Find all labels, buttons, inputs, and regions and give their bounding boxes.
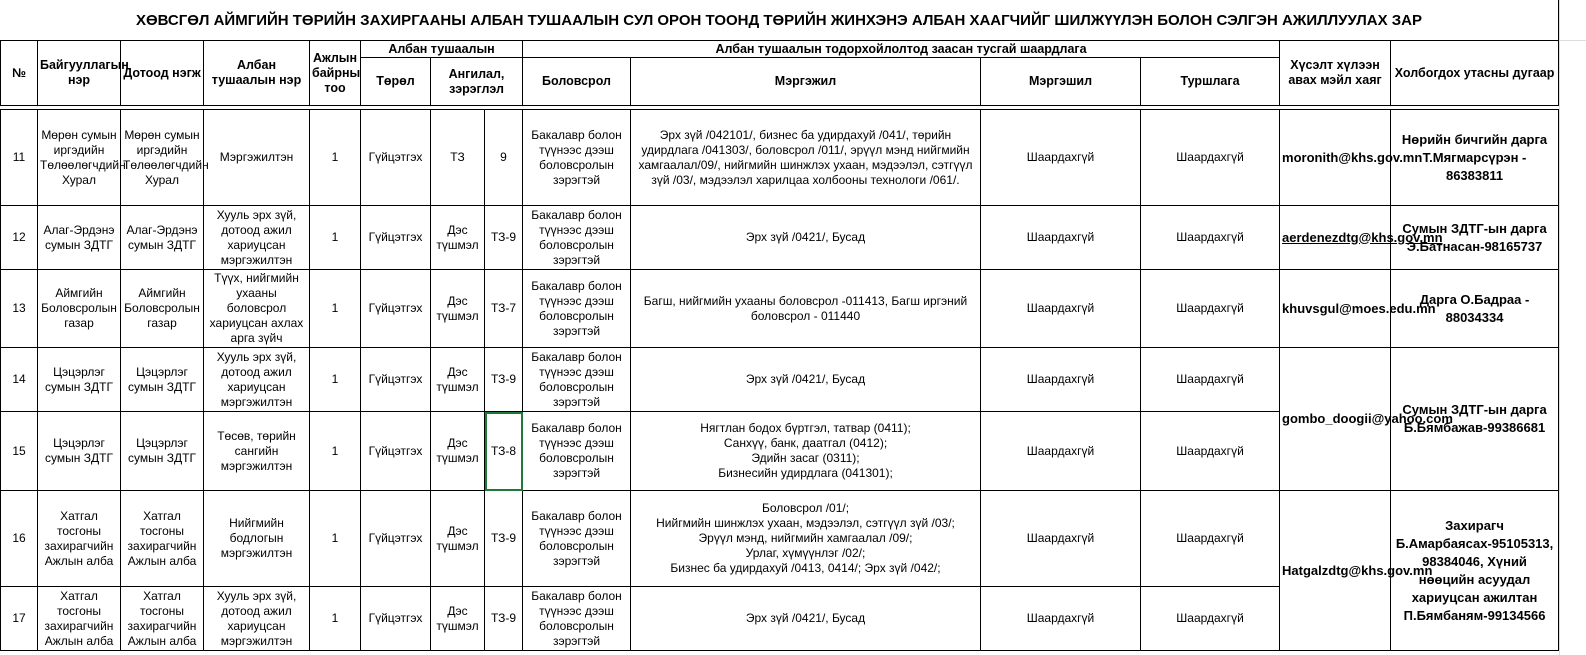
cell-num[interactable]: 17 xyxy=(1,587,38,651)
cell-phone-merged[interactable]: Захирагч Б.Амарбаясах-95105313, 98384046, Хүний нөөцийн асуудал хариуцсан ажилтан П.Бямбаням-99134566 xyxy=(1391,491,1559,651)
cell-seats[interactable]: 1 xyxy=(310,587,361,651)
header-position-group[interactable]: Албан тушаалын xyxy=(361,41,523,58)
cell-rank[interactable]: ТЗ-9 xyxy=(485,587,523,651)
cell-profession[interactable]: Эрх зүй /0421/, Бусад xyxy=(631,587,981,651)
cell-class[interactable]: Дэс түшмэл xyxy=(431,270,485,348)
cell-profession[interactable]: Эрх зүй /0421/, Бусад xyxy=(631,206,981,270)
header-education[interactable]: Боловсрол xyxy=(523,58,631,106)
cell-unit[interactable]: Хатгал тосгоны захирагчийн Ажлын алба xyxy=(121,587,204,651)
cell-unit[interactable]: Аймгийн Боловсролын газар xyxy=(121,270,204,348)
header-email[interactable]: Хүсэлт хүлээн авах мэйл хаяг xyxy=(1280,41,1391,106)
header-type[interactable]: Төрөл xyxy=(361,58,431,106)
cell-position[interactable]: Төсөв, төрийн сангийн мэргэжилтэн xyxy=(204,412,310,491)
cell-class[interactable]: Дэс түшмэл xyxy=(431,206,485,270)
cell-email-merged[interactable]: Hatgalzdtg@khs.gov.mn xyxy=(1280,491,1391,651)
cell-org[interactable]: Аймгийн Боловсролын газар xyxy=(38,270,121,348)
cell-position[interactable]: Нийгмийн бодлогын мэргэжилтэн xyxy=(204,491,310,587)
cell-email[interactable]: moronith@khs.gov.mn xyxy=(1280,110,1391,206)
cell-experience[interactable]: Шаардахгүй xyxy=(1141,270,1280,348)
cell-type[interactable]: Гүйцэтгэх xyxy=(361,412,431,491)
cell-unit[interactable]: Мөрөн сумын иргэдийн Төлөөлөгчдийн Хурал xyxy=(121,110,204,206)
cell-rank[interactable]: ТЗ-9 xyxy=(485,206,523,270)
cell-education[interactable]: Бакалавр болон түүнээс дээш боловсролын зэрэгтэй xyxy=(523,270,631,348)
header-position[interactable]: Албан тушаалын нэр xyxy=(204,41,310,106)
cell-num[interactable]: 11 xyxy=(1,110,38,206)
email-link[interactable]: aerdenezdtg@khs.gov.mn xyxy=(1282,229,1443,245)
cell-org[interactable]: Хатгал тосгоны захирагчийн Ажлын алба xyxy=(38,491,121,587)
header-num[interactable]: № xyxy=(1,41,38,106)
cell-rank[interactable]: 9 xyxy=(485,110,523,206)
table-row xyxy=(1,348,1559,412)
cell-org[interactable]: Хатгал тосгоны захирагчийн Ажлын алба xyxy=(38,587,121,651)
cell-profession[interactable]: Багш, нийгмийн ухааны боловсрол -011413, Багш иргэний боловсрол - 011440 xyxy=(631,270,981,348)
cell-org[interactable]: Алаг-Эрдэнэ сумын ЗДТГ xyxy=(38,206,121,270)
cell-profession[interactable]: Эрх зүй /042101/, бизнес ба удирдахуй /041/, төрийн удирдлага /041303/, боловсрол /011/, эрүүл мэнд нийгмийн хамгаалал/09/, нийгмийн шинжлэх ухаан, мэдээлэл, сэтгүүл зүй /03/, мэдээлэл харилцаа холбооны технологи /061/. xyxy=(631,110,981,206)
table-row xyxy=(1,491,1559,587)
cell-type[interactable]: Гүйцэтгэх xyxy=(361,587,431,651)
header-qualification[interactable]: Мэргэшил xyxy=(981,58,1141,106)
cell-experience[interactable]: Шаардахгүй xyxy=(1141,110,1280,206)
cell-type[interactable]: Гүйцэтгэх xyxy=(361,270,431,348)
cell-type[interactable]: Гүйцэтгэх xyxy=(361,348,431,412)
cell-num[interactable]: 13 xyxy=(1,270,38,348)
cell-type[interactable]: Гүйцэтгэх xyxy=(361,491,431,587)
cell-rank[interactable]: ТЗ-7 xyxy=(485,270,523,348)
vacancy-table xyxy=(0,40,1559,651)
cell-education[interactable]: Бакалавр болон түүнээс дээш боловсролын зэрэгтэй xyxy=(523,412,631,491)
cell-position[interactable]: Хууль эрх зүй, дотоод ажил хариуцсан мэргэжилтэн xyxy=(204,348,310,412)
cell-qualification[interactable]: Шаардахгүй xyxy=(981,206,1141,270)
cell-qualification[interactable]: Шаардахгүй xyxy=(981,348,1141,412)
cell-unit[interactable]: Цэцэрлэг сумын ЗДТГ xyxy=(121,412,204,491)
cell-education[interactable]: Бакалавр болон түүнээс дээш боловсролын зэрэгтэй xyxy=(523,491,631,587)
cell-qualification[interactable]: Шаардахгүй xyxy=(981,110,1141,206)
cell-experience[interactable]: Шаардахгүй xyxy=(1141,348,1280,412)
header-experience[interactable]: Туршлага xyxy=(1141,58,1280,106)
cell-education[interactable]: Бакалавр болон түүнээс дээш боловсролын зэрэгтэй xyxy=(523,206,631,270)
header-phone[interactable]: Холбогдох утасны дугаар xyxy=(1391,41,1559,106)
cell-class[interactable]: Дэс түшмэл xyxy=(431,348,485,412)
cell-unit[interactable]: Алаг-Эрдэнэ сумын ЗДТГ xyxy=(121,206,204,270)
cell-num[interactable]: 16 xyxy=(1,491,38,587)
cell-num[interactable]: 12 xyxy=(1,206,38,270)
cell-position[interactable]: Түүх, нийгмийн ухааны боловсрол хариуцсан ахлах арга зүйч xyxy=(204,270,310,348)
cell-num[interactable]: 14 xyxy=(1,348,38,412)
cell-experience[interactable]: Шаардахгүй xyxy=(1141,587,1280,651)
cell-seats[interactable]: 1 xyxy=(310,491,361,587)
cell-position[interactable]: Хууль эрх зүй, дотоод ажил хариуцсан мэргэжилтэн xyxy=(204,587,310,651)
cell-position[interactable]: Хууль эрх зүй, дотоод ажил хариуцсан мэргэжилтэн xyxy=(204,206,310,270)
cell-class[interactable]: ТЗ xyxy=(431,110,485,206)
cell-org[interactable]: Мөрөн сумын иргэдийн Төлөөлөгчдийн Хурал xyxy=(38,110,121,206)
table-row xyxy=(1,206,1559,270)
gridline-right xyxy=(1559,0,1560,655)
cell-unit[interactable]: Хатгал тосгоны захирагчийн Ажлын алба xyxy=(121,491,204,587)
cell-qualification[interactable]: Шаардахгүй xyxy=(981,270,1141,348)
cell-unit[interactable]: Цэцэрлэг сумын ЗДТГ xyxy=(121,348,204,412)
cell-rank[interactable]: ТЗ-9 xyxy=(485,491,523,587)
gridline-top xyxy=(1559,40,1586,41)
cell-seats[interactable]: 1 xyxy=(310,206,361,270)
header-unit[interactable]: Дотоод нэгж xyxy=(121,41,204,106)
cell-experience[interactable]: Шаардахгүй xyxy=(1141,491,1280,587)
cell-education[interactable]: Бакалавр болон түүнээс дээш боловсролын зэрэгтэй xyxy=(523,348,631,412)
cell-education[interactable]: Бакалавр болон түүнээс дээш боловсролын зэрэгтэй xyxy=(523,110,631,206)
cell-qualification[interactable]: Шаардахгүй xyxy=(981,412,1141,491)
header-profession[interactable]: Мэргэжил xyxy=(631,58,981,106)
cell-email[interactable]: khuvsgul@moes.edu.mn xyxy=(1280,270,1391,348)
cell-phone[interactable]: Сумын ЗДТГ-ын дарга Э.Батнасан-98165737 xyxy=(1391,206,1559,270)
cell-experience[interactable]: Шаардахгүй xyxy=(1141,206,1280,270)
cell-email-merged[interactable]: gombo_doogii@yahoo.com xyxy=(1280,348,1391,491)
cell-education[interactable]: Бакалавр болон түүнээс дээш боловсролын зэрэгтэй xyxy=(523,587,631,651)
table-row xyxy=(1,270,1559,348)
cell-class[interactable]: Дэс түшмэл xyxy=(431,587,485,651)
cell-position[interactable]: Мэргэжилтэн xyxy=(204,110,310,206)
cell-profession[interactable]: Боловсрол /01/; Нийгмийн шинжлэх ухаан, мэдээлэл, сэтгүүл зүй /03/; Эрүүл мэнд, нийгмийн хамгаалал /09/; Урлаг, хүмүүнлэг /02/; Бизнес ба удирдахуй /0413, 0414/; Эрх зүй /042/; xyxy=(631,491,981,587)
table-row xyxy=(1,110,1559,206)
cell-experience[interactable]: Шаардахгүй xyxy=(1141,412,1280,491)
cell-profession[interactable]: Эрх зүй /0421/, Бусад xyxy=(631,348,981,412)
cell-num[interactable]: 15 xyxy=(1,412,38,491)
cell-email[interactable] xyxy=(1280,206,1443,270)
cell-seats[interactable]: 1 xyxy=(310,270,361,348)
cell-phone[interactable]: Дарга О.Бадраа - 88034334 xyxy=(1391,270,1559,348)
cell-org[interactable]: Цэцэрлэг сумын ЗДТГ xyxy=(38,412,121,491)
cell-type[interactable]: Гүйцэтгэх xyxy=(361,110,431,206)
cell-seats[interactable]: 1 xyxy=(310,110,361,206)
cell-phone[interactable]: Нөрийн бичгийн дарга Т.Мягмарсүрэн - 86383811 xyxy=(1391,110,1559,206)
cell-type[interactable]: Гүйцэтгэх xyxy=(361,206,431,270)
cell-class[interactable]: Дэс түшмэл xyxy=(431,412,485,491)
cell-phone-merged[interactable]: Сумын ЗДТГ-ын дарга Б.Бямбажав-99386681 xyxy=(1391,348,1559,491)
cell-rank[interactable]: ТЗ-9 xyxy=(485,348,523,412)
cell-profession[interactable]: Нягтлан бодох бүртгэл, татвар (0411); Санхүү, банк, даатгал (0412); Эдийн засаг (0311); Бизнесийн удирдлага (041301); xyxy=(631,412,981,491)
sheet-title[interactable]: ХӨВСГӨЛ АЙМГИЙН ТӨРИЙН ЗАХИРГААНЫ АЛБАН ТУШААЛЫН СУЛ ОРОН ТООНД ТӨРИЙН ЖИНХЭНЭ АЛБАН ХААГЧИЙГ ШИЛЖҮҮЛЭН БОЛОН СЭЛГЭН АЖИЛЛУУЛАХ ЗАР xyxy=(0,0,1559,40)
header-org[interactable]: Байгууллагын нэр xyxy=(38,41,121,106)
cell-rank-selected[interactable]: ТЗ-8 xyxy=(485,412,523,491)
cell-qualification[interactable]: Шаардахгүй xyxy=(981,491,1141,587)
cell-seats[interactable]: 1 xyxy=(310,412,361,491)
cell-seats[interactable]: 1 xyxy=(310,348,361,412)
header-seats[interactable]: Ажлын байрны тоо xyxy=(310,41,361,106)
cell-qualification[interactable]: Шаардахгүй xyxy=(981,587,1141,651)
cell-class[interactable]: Дэс түшмэл xyxy=(431,491,485,587)
header-class[interactable]: Ангилал, зэрэглэл xyxy=(431,58,523,106)
header-requirements[interactable]: Албан тушаалын тодорхойлолтод заасан тусгай шаардлага xyxy=(523,41,1280,58)
cell-org[interactable]: Цэцэрлэг сумын ЗДТГ xyxy=(38,348,121,412)
